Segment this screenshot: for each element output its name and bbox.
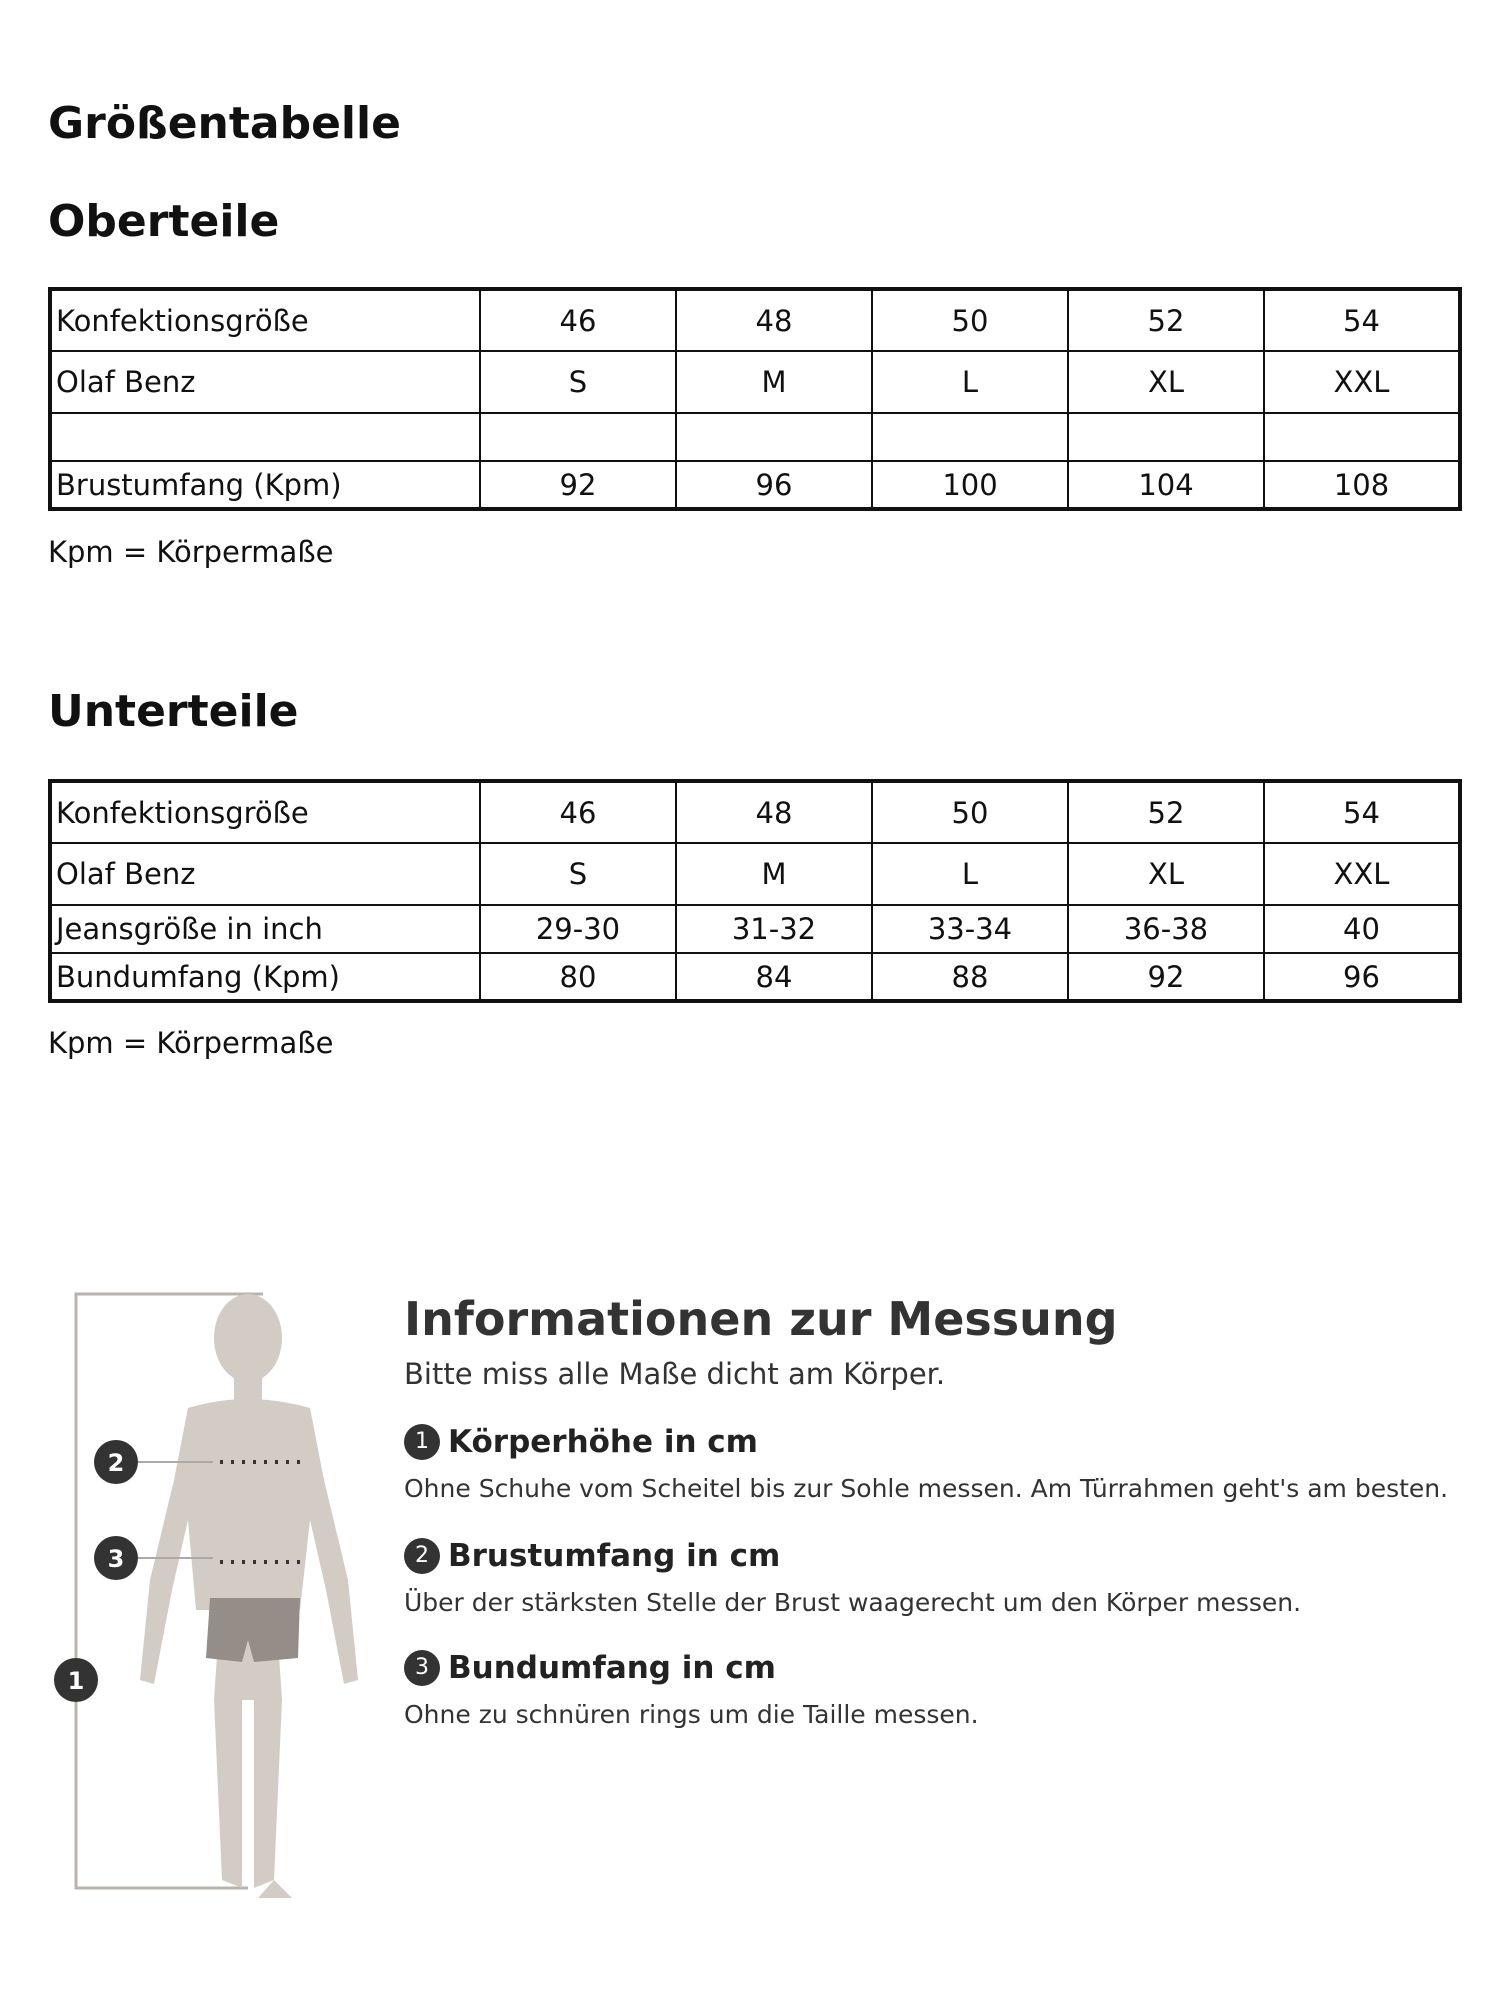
table-row	[50, 351, 1460, 413]
marker-2-label: 2	[107, 1449, 125, 1477]
measure-step-waist	[404, 1650, 979, 1729]
table-cell	[1068, 413, 1264, 461]
measure-step-height	[404, 1424, 1448, 1503]
step-heading: Bundumfang in cm	[448, 1650, 776, 1686]
table-cell: Konfektionsgröße	[50, 781, 480, 843]
table-cell: 88	[872, 953, 1068, 1001]
table-cell: Olaf Benz	[50, 351, 480, 413]
table-cell: Konfektionsgröße	[50, 289, 480, 351]
table-row-empty	[50, 413, 1460, 461]
step-heading: Körperhöhe in cm	[448, 1424, 758, 1460]
table-row	[50, 289, 1460, 351]
table-cell: 31-32	[676, 905, 872, 953]
table-cell: 50	[872, 781, 1068, 843]
table-cell: M	[676, 351, 872, 413]
table-cell: 54	[1264, 289, 1460, 351]
page-title: Größentabelle	[48, 98, 401, 149]
table-cell: L	[872, 843, 1068, 905]
table-cell: M	[676, 843, 872, 905]
table-row	[50, 461, 1460, 509]
table-cell: 48	[676, 781, 872, 843]
tops-heading: Oberteile	[48, 196, 280, 247]
step-number-badge: 1	[404, 1424, 440, 1460]
bottoms-note: Kpm = Körpermaße	[48, 1026, 334, 1060]
step-number-badge: 3	[404, 1650, 440, 1686]
table-cell: 36-38	[1068, 905, 1264, 953]
step-heading: Brustumfang in cm	[448, 1538, 781, 1574]
table-row	[50, 843, 1460, 905]
table-cell: 33-34	[872, 905, 1068, 953]
table-cell: Bundumfang (Kpm)	[50, 953, 480, 1001]
table-cell: 100	[872, 461, 1068, 509]
table-cell: 92	[480, 461, 676, 509]
table-row	[50, 781, 1460, 843]
table-cell: 52	[1068, 289, 1264, 351]
tops-size-table	[48, 287, 1462, 511]
table-cell: XL	[1068, 843, 1264, 905]
marker-2	[94, 1440, 138, 1484]
measure-subtitle: Bitte miss alle Maße dicht am Körper.	[404, 1357, 946, 1391]
table-cell: Jeansgröße in inch	[50, 905, 480, 953]
table-cell: XXL	[1264, 351, 1460, 413]
step-number-badge: 2	[404, 1538, 440, 1574]
body-figure-illustration	[48, 1280, 378, 1920]
step-description: Ohne Schuhe vom Scheitel bis zur Sohle messen. Am Türrahmen geht's am besten.	[404, 1474, 1449, 1503]
table-cell: XL	[1068, 351, 1264, 413]
tops-note: Kpm = Körpermaße	[48, 535, 334, 569]
bottoms-heading: Unterteile	[48, 686, 299, 737]
marker-1	[54, 1658, 98, 1702]
step-description: Über der stärksten Stelle der Brust waagerecht um den Körper messen.	[404, 1588, 1302, 1617]
table-cell: XXL	[1264, 843, 1460, 905]
marker-3-label: 3	[107, 1545, 125, 1573]
table-cell: 104	[1068, 461, 1264, 509]
table-cell	[1264, 413, 1460, 461]
table-cell: 46	[480, 781, 676, 843]
table-row	[50, 905, 1460, 953]
table-cell: 46	[480, 289, 676, 351]
marker-3	[94, 1536, 138, 1580]
table-cell: 52	[1068, 781, 1264, 843]
measure-step-chest	[404, 1538, 1301, 1617]
bottoms-size-table	[48, 779, 1462, 1003]
table-cell	[676, 413, 872, 461]
step-description: Ohne zu schnüren rings um die Taille messen.	[404, 1700, 979, 1729]
table-cell: 48	[676, 289, 872, 351]
marker-1-label: 1	[67, 1667, 85, 1695]
table-cell: 92	[1068, 953, 1264, 1001]
table-cell: 96	[676, 461, 872, 509]
table-cell: Brustumfang (Kpm)	[50, 461, 480, 509]
table-cell	[50, 413, 480, 461]
body-silhouette	[140, 1294, 358, 1898]
table-cell: S	[480, 843, 676, 905]
table-cell: 96	[1264, 953, 1460, 1001]
measure-title: Informationen zur Messung	[404, 1292, 1118, 1346]
table-cell: S	[480, 351, 676, 413]
table-cell	[480, 413, 676, 461]
table-row	[50, 953, 1460, 1001]
table-cell: 50	[872, 289, 1068, 351]
shorts	[206, 1598, 300, 1662]
table-cell: 80	[480, 953, 676, 1001]
table-cell: Olaf Benz	[50, 843, 480, 905]
table-cell: 84	[676, 953, 872, 1001]
table-cell: 29-30	[480, 905, 676, 953]
table-cell: 54	[1264, 781, 1460, 843]
table-cell: L	[872, 351, 1068, 413]
table-cell: 108	[1264, 461, 1460, 509]
table-cell: 40	[1264, 905, 1460, 953]
table-cell	[872, 413, 1068, 461]
